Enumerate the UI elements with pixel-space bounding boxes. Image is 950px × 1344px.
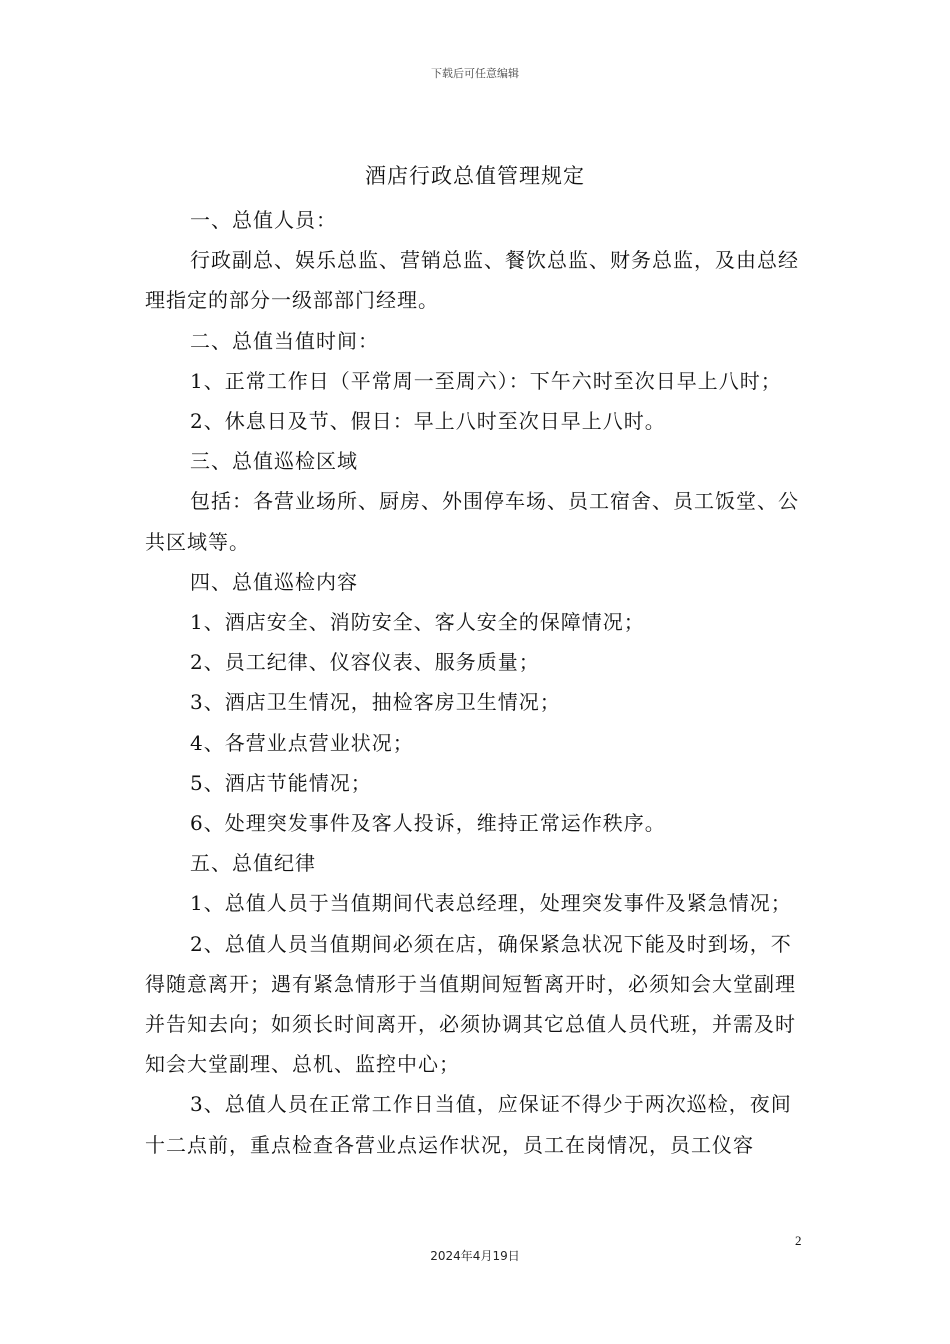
page-header: 下载后可任意编辑 [431, 67, 519, 80]
paragraph: 2、总值人员当值期间必须在店，确保紧急状况下能及时到场，不得随意离开；遇有紧急情形于当值期间短暂离开时，必须知会大堂副理并告知去向；如须长时间离开，必须协调其它总值人员代班，并需及时知会大堂副理、总机、监控中心； [145, 931, 796, 1077]
paragraph: 5、酒店节能情况； [190, 770, 372, 795]
document-body [145, 200, 810, 1165]
paragraph: 2、休息日及节、假日：早上八时至次日早上八时。 [190, 409, 666, 434]
page-footer-date: 2024年4月19日 [430, 1249, 520, 1263]
paragraph: 四、总值巡检内容 [190, 569, 358, 594]
paragraph: 3、总值人员在正常工作日当值，应保证不得少于两次巡检，夜间十二点前，重点检查各营业点运作状况，员工在岗情况，员工仪容 [145, 1092, 792, 1157]
paragraph: 五、总值纪律 [190, 851, 316, 876]
paragraph: 6、处理突发事件及客人投诉，维持正常运作秩序。 [190, 811, 666, 836]
paragraph: 行政副总、娱乐总监、营销总监、餐饮总监、财务总监，及由总经理指定的部分一级部部门经理。 [145, 248, 799, 313]
paragraph: 三、总值巡检区域 [190, 449, 358, 474]
paragraph: 1、总值人员于当值期间代表总经理，处理突发事件及紧急情况； [190, 891, 792, 916]
page-number: 2 [795, 1233, 802, 1248]
paragraph: 4、各营业点营业状况； [190, 730, 414, 755]
paragraph: 一、总值人员： [190, 208, 337, 232]
paragraph: 1、酒店安全、消防安全、客人安全的保障情况； [190, 610, 645, 635]
paragraph: 2、员工纪律、仪容仪表、服务质量； [190, 650, 540, 675]
paragraph: 包括：各营业场所、厨房、外围停车场、员工宿舍、员工饭堂、公共区域等。 [145, 489, 799, 554]
document-title: 酒店行政总值管理规定 [365, 164, 585, 188]
paragraph: 3、酒店卫生情况，抽检客房卫生情况； [190, 690, 561, 715]
paragraph: 1、正常工作日（平常周一至周六）：下午六时至次日早上八时； [190, 368, 782, 393]
paragraph: 二、总值当值时间： [190, 328, 379, 353]
